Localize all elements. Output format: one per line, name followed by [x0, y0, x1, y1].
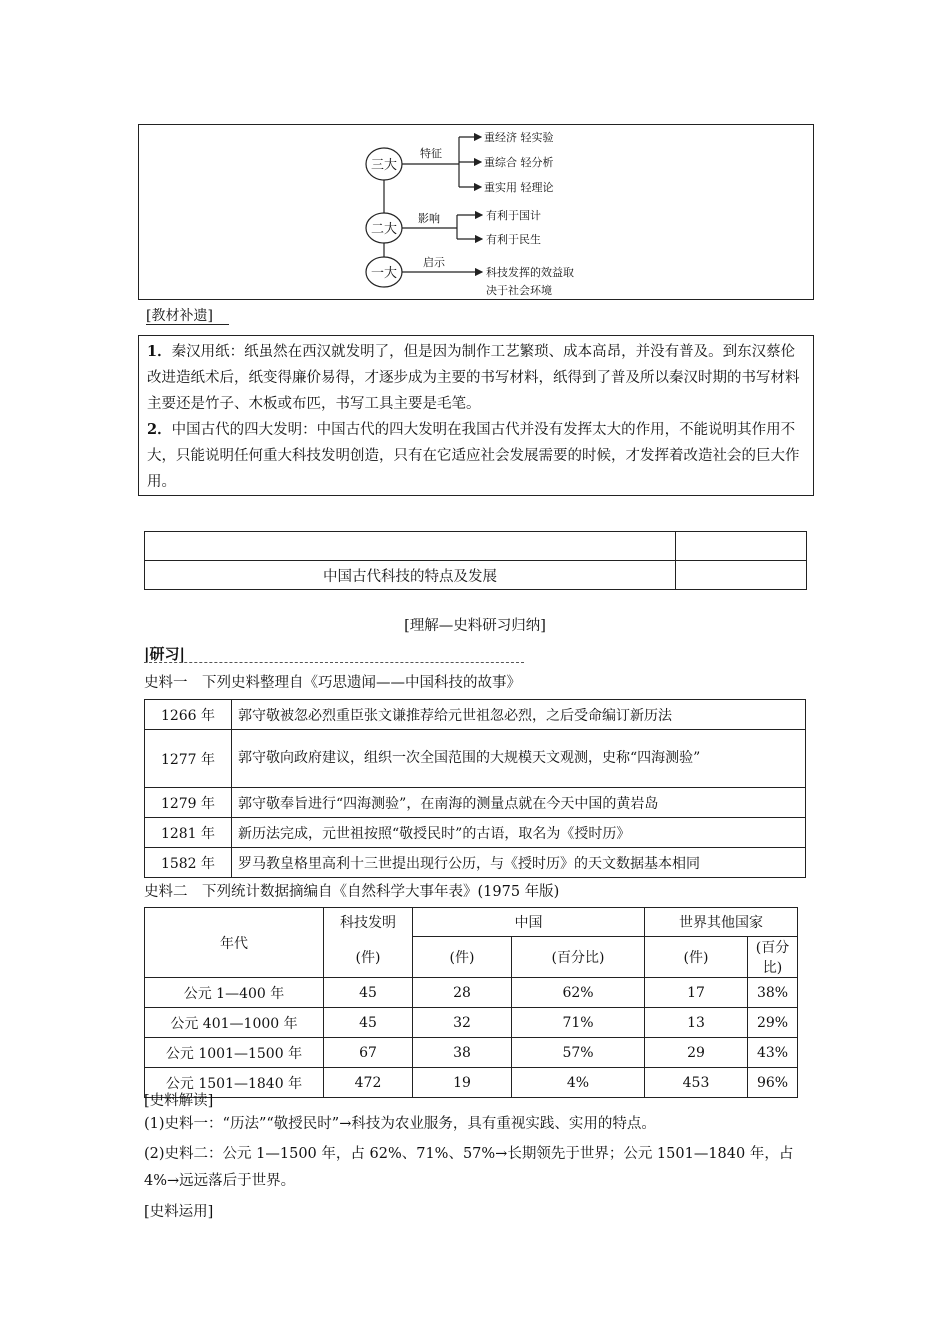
yanxi-heading: |研习|	[144, 645, 185, 663]
node-one-label: 一大	[370, 266, 398, 281]
supplement-paragraph-1: 1．秦汉用纸：纸虽然在西汉就发明了，但是因为制作工艺繁琐、成本高昂，并没有普及。到东汉蔡伦改进造纸术后，纸变得廉价易得，才逐步成为主要的书写材料，纸得到了普及所以秦汉时期的书写材料主要还是竹子、木板或布匹，书写工具主要是毛笔。	[147, 343, 800, 412]
reading-paragraph-1: (1)史料一：“历法”“敬授民时”→科技为农业服务，具有重视实践、实用的特点。	[144, 1116, 656, 1132]
knowledge-diagram	[138, 124, 814, 300]
table-row: 公元 401—1000 年 45 32 71% 13 29%	[145, 1008, 798, 1038]
label-influence: 影响	[418, 212, 440, 225]
label-features: 特征	[420, 147, 442, 160]
source2-intro: 史料二 下列统计数据摘编自《自然科学大事年表》(1975 年版)	[144, 884, 560, 900]
source1-year: 1279 年	[145, 788, 232, 818]
table-row: 公元 1—400 年 45 28 62% 17 38%	[145, 978, 798, 1008]
influence-1: 有利于国计	[486, 209, 541, 222]
source1-text: 罗马教皇格里高利十三世提出现行公历，与《授时历》的天文数据基本相同	[232, 848, 806, 878]
node-two-label: 二大	[370, 222, 398, 237]
supplement-label: [教材补遗]	[146, 305, 229, 325]
source2-table	[144, 907, 798, 1098]
node-three-label: 三大	[370, 158, 398, 173]
feature-1: 重经济 轻实验	[484, 131, 554, 144]
section-title: 中国古代科技的特点及发展	[145, 561, 676, 590]
subtitle: [理解—史料研习归纳]	[404, 618, 546, 634]
dashed-divider	[144, 662, 524, 663]
header-china-pct: (百分比)	[512, 937, 645, 978]
enlighten-2: 决于社会环境	[486, 284, 552, 297]
header-china-count: (件)	[413, 937, 512, 978]
use-label: [史料运用]	[144, 1204, 214, 1220]
supplement-paragraph-2: 2．中国古代的四大发明：中国古代的四大发明在我国古代并没有发挥太大的作用，不能说明其作用不大，只能说明任何重大科技发明创造，只有在它适应社会发展需要的时候，才发挥着改造社会的巨大作用。	[147, 421, 800, 490]
source1-year: 1277 年	[145, 730, 232, 788]
header-world-count: (件)	[645, 937, 748, 978]
header-invention: 科技发明	[324, 908, 413, 937]
diagram-svg	[139, 125, 813, 299]
header-era: 年代	[145, 908, 324, 978]
feature-3: 重实用 轻理论	[484, 181, 554, 194]
section-title-table	[144, 531, 807, 590]
feature-2: 重综合 轻分析	[484, 156, 554, 169]
supplement-box	[138, 335, 814, 496]
source1-intro: 史料一 下列史料整理自《巧思遗闻——中国科技的故事》	[144, 675, 521, 691]
source1-text: 新历法完成，元世祖按照“敬授民时”的古语，取名为《授时历》	[232, 818, 806, 848]
header-world-pct: (百分比)	[748, 937, 798, 978]
header-china: 中国	[413, 908, 645, 937]
influence-2: 有利于民生	[486, 233, 541, 246]
table-row: 公元 1501—1840 年 472 19 4% 453 96%	[145, 1068, 798, 1098]
source1-text: 郭守敬向政府建议，组织一次全国范围的大规模天文观测，史称“四海测验”	[232, 730, 806, 788]
source1-year: 1266 年	[145, 700, 232, 730]
header-invention-unit: (件)	[324, 937, 413, 978]
source1-text: 郭守敬奉旨进行“四海测验”，在南海的测量点就在今天中国的黄岩岛	[232, 788, 806, 818]
header-world: 世界其他国家	[645, 908, 798, 937]
reading-paragraph-2: (2)史料二：公元 1—1500 年，占 62%、71%、57%→长期领先于世界；公元 1501—1840 年，占 4%→远远落后于世界。	[144, 1146, 794, 1189]
source1-year: 1582 年	[145, 848, 232, 878]
enlighten-1: 科技发挥的效益取	[486, 266, 574, 279]
label-enlighten: 启示	[423, 256, 445, 269]
source1-year: 1281 年	[145, 818, 232, 848]
table-row: 公元 1001—1500 年 67 38 57% 29 43%	[145, 1038, 798, 1068]
source1-text: 郭守敬被忽必烈重臣张文谦推荐给元世祖忽必烈，之后受命编订新历法	[232, 700, 806, 730]
reading-label: [史料解读]	[144, 1093, 214, 1109]
source1-table	[144, 699, 806, 878]
